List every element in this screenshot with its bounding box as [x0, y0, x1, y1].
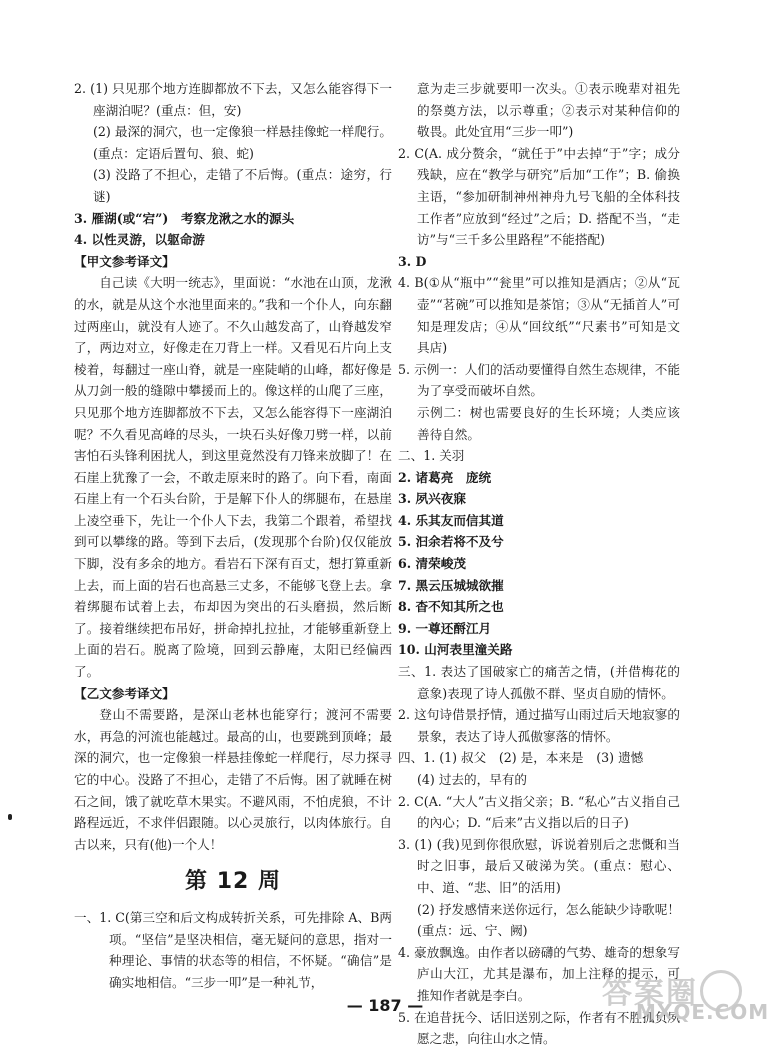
- section2-answer-3: 3. 夙兴夜寐: [398, 491, 466, 507]
- answer-5-example-1: 5. 示例一：人们的活动要懂得自然生态规律，不能为了享受而破坏自然。: [398, 361, 680, 399]
- section4-answer-3-2: (2) 抒发感情来送你远行，怎么能缺少诗歌呢！(重点：远、宁、阙): [417, 901, 680, 939]
- answer-2-2: (2) 最深的洞穴，也一定像狼一样悬挂像蛇一样爬行。(重点：定语后置句、狼、蛇): [93, 124, 392, 161]
- answer-3: 3. 雁湖(或“宕”) 考察龙湫之水的源头: [74, 210, 295, 226]
- section4-answer-2: 2. C(A. “大人”古义指父亲；B. “私心”古义指自己的內心；D. “后来”古义指以后的日子): [398, 793, 680, 831]
- answer-1-continued: 意为走三步就要叩一次头。①表示晚辈对祖先的祭奠方法，以示尊重；②表示对某种信仰的敬畏。此处宜用“三步一叩”): [417, 81, 680, 140]
- watermark-domain: MXQE.COM: [636, 1000, 769, 1024]
- right-column: [398, 78, 680, 1050]
- yi-translation-title: 【乙文参考译文】: [74, 685, 175, 701]
- section4-answer-1-4: (4) 过去的，早有的: [417, 772, 527, 787]
- section2-answer-4: 4. 乐其友而信其道: [398, 512, 504, 528]
- section4-answer-4: 4. 豪放飘逸。由作者以磅礴的气势、雄奇的想象写庐山大江，尤其是瀑布，加上注释的提示，可推知作者就是李白。: [398, 944, 680, 1003]
- section2-answer-6: 6. 清荣峻茂: [398, 556, 466, 572]
- week-heading: 第 12 周: [185, 869, 281, 895]
- section2-answer-5: 5. 汩余若将不及兮: [398, 534, 504, 550]
- answer-2-3: (3) 没路了不担心，走错了不后悔。(重点：途穷，行谜): [93, 167, 392, 204]
- margin-mark: [8, 814, 12, 820]
- section1-answer-1: 一、1. C(第三空和后文构成转折关系，可先排除 A、B两项。“坚信”是坚决相信，毫无疑问的意思，指对一种理论、事情的状态等的相信，不怀疑。“确信”是确实地相信。“三步一叩”是一种礼节，: [74, 909, 392, 990]
- answer-2: 2. C(A. 成分赘余，“就任于”中去掉“于”字；成分残缺，应在“教学与研究”后加“工作”；B. 偷换主语，“参加研制神州神舟九号飞船的全体科技工作者”应放到“经过”之后；D. 搭配不当，“走访”与“三千多公里路程”不能搭配): [398, 145, 680, 248]
- jia-translation-text: 自己读《大明一统志》，里面说：“水池在山顶，龙湫的水，就是从这个水池里面来的。”我和一个仆人，向东翻过两座山，就没有人迹了。不久山越发高了，山脊越发窄了，两边对立，好像走在刀背上一样。又看见石片向上支棱着，每翻过一座山脊，就是一座陡峭的山峰，都好像是从刀剑一般的缝隙中攀援而上的。像这样的山爬了三座，只见那个地方连脚都放不下去，又怎么能容得下一座湖泊呢？不久看见高峰的尽头，一块石头好像刀劈一样，以前害怕石头锋利困扰人，到这里竟然没有刀锋来放脚了！在石崖上犹豫了一会，不敢走原来时的路了。向下看，南面石崖上有一个石头台阶，于是解下仆人的绑腿布，在悬崖上凌空垂下，先让一个仆人下去，我第二个跟着，希望找到可以攀缘的路。等到下去后，(发现那个台阶)仅仅能放下脚，没有多余的地方。看岩石下深有百丈，想打算重新上去，而上面的岩石也高悬三丈多，不能够飞登上去。拿着绑腿布试着上去，布却因为突出的石头磨损，然后断了。接着继续把布吊好，拼命掉扎拉扯，才能够重新登上上面的岩石。脱离了险境，回到云静庵，太阳已经偏西了。: [74, 275, 392, 680]
- answer-4: 4. B(①从“瓶中”“瓮里”可以推知是酒店；②从“瓦壶”“茗碗”可以推知是茶馆；③从“无插首人”可知是理发店；④从“回纹纸”“尺素书”可知是文具店): [398, 275, 680, 356]
- watermark-logo: [600, 968, 769, 1026]
- section2-answer-2: 2. 诸葛亮 庞统: [398, 469, 492, 485]
- section3-answer-1: 三、1. 表达了国破家亡的痛苦之情，(并借梅花的意象)表现了诗人孤傲不群、坚贞自励的情怀。: [398, 664, 680, 701]
- section4-answer-1: 四、1. (1) 叔父 (2) 是，本来是 (3) 遗憾: [398, 750, 644, 766]
- section2-answer-10: 10. 山河表里潼关路: [398, 642, 513, 658]
- yi-translation-text: 登山不需要路，是深山老林也能穿行；渡河不需要水，再急的河流也能越过。最高的山，也要跳到顶峰；最深的洞穴，也一定像狼一样悬挂像蛇一样爬行，尽力探寻它的中心。没路了不担心，走错了不后悔。困了就睡在树石之间，饿了就吃草木果实。不避风雨，不怕虎狼，不计路程远近，不求伴侣跟随。以心灵旅行，以肉体旅行。自古以来，只有(他)一个人！: [74, 707, 392, 852]
- section2-answer-8: 8. 杳不知其所之也: [398, 599, 504, 615]
- section2-answer-9: 9. 一尊还酹江月: [398, 620, 492, 636]
- watermark-text: 答案圈: [602, 976, 698, 1011]
- answer-4: 4. 以性灵游，以躯命游: [74, 232, 205, 248]
- jia-translation-title: 【甲文参考译文】: [74, 253, 175, 269]
- section3-answer-2: 2. 这句诗借景抒情，通过描写山雨过后天地寂寥的景象，表达了诗人孤傲寥落的情怀。: [398, 707, 680, 744]
- left-column: [74, 78, 392, 993]
- answer-5-example-2: 示例二：树也需要良好的生长环境；人类应该善待自然。: [417, 404, 680, 442]
- section2-answer-1: 二、1. 关羽: [398, 448, 465, 464]
- answer-2-1: 2. (1) 只见那个地方连脚都放不下去，又怎么能容得下一座湖泊呢？(重点：但，安): [74, 81, 392, 118]
- section2-answer-7: 7. 黑云压城城欲摧: [398, 577, 504, 593]
- page-number: — 187 —: [346, 996, 424, 1015]
- section4-answer-5: 5. 在追昔抚今、话旧送别之际，作者有不胜孤负夙愿之悲，向往山水之情。: [398, 1009, 680, 1047]
- section4-answer-3-1: 3. (1) (我)见到你很欣慰，诉说着别后之悲慨和当时之旧事，最后又破涕为笑。(重点：慰心、中、道、“悲、旧”的活用): [398, 836, 680, 895]
- answer-3: 3. D: [398, 253, 427, 269]
